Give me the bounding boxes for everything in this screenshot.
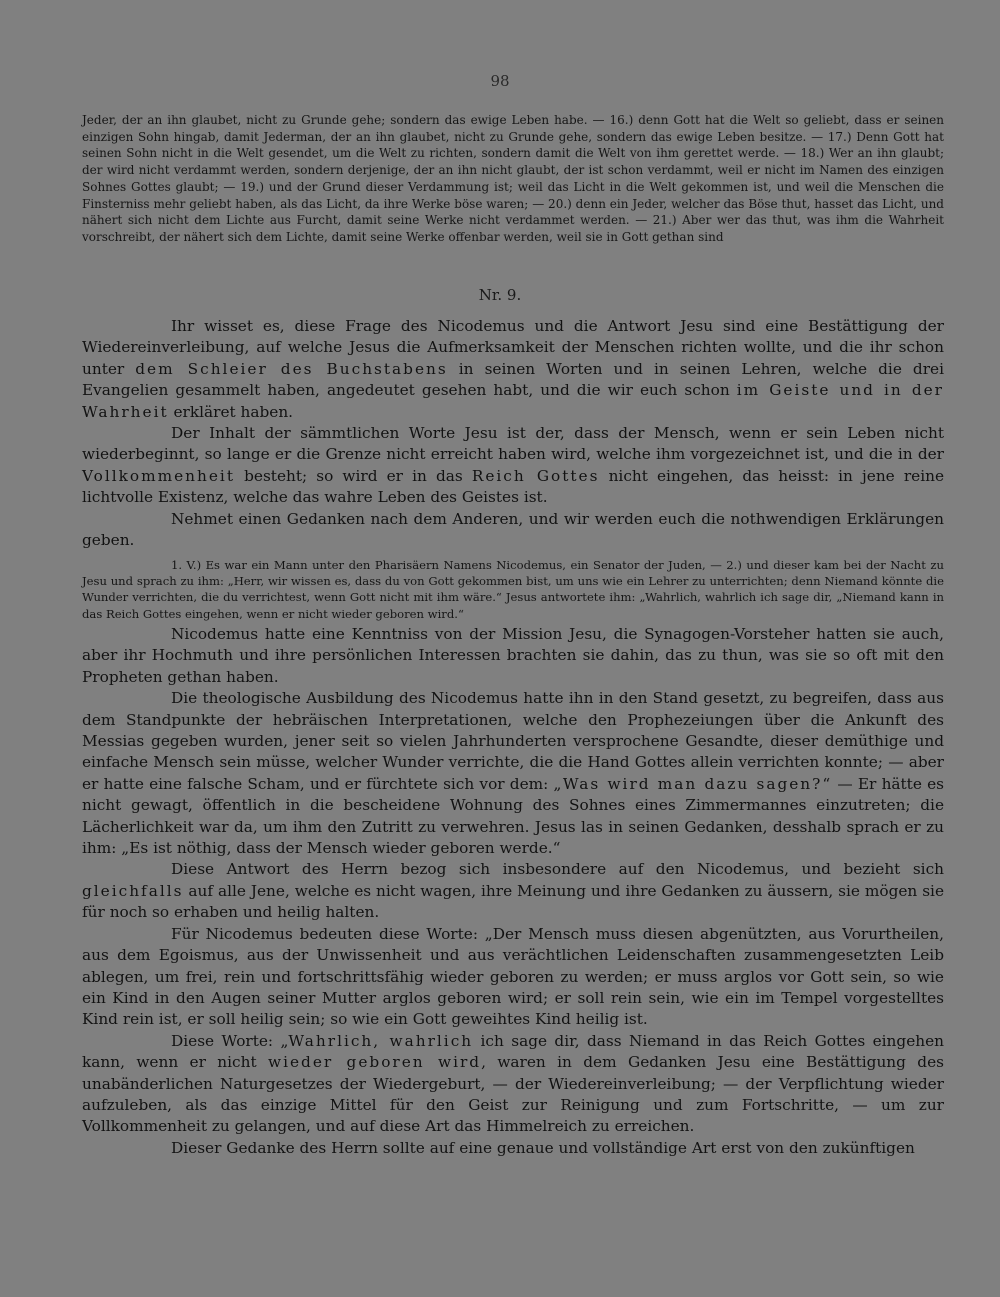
paragraph-8-emphasis-1: Wahrlich, wahrlich (288, 1031, 474, 1050)
paragraph-4: Nicodemus hatte eine Kenntniss von der Mission Jesu, die Synagogen-Vorsteher hatten sie auch, aber ihr Hochmuth und ihre persönlichen Interessen brachten sie dahin, das zu thun, was sie so oft mit den Propheten gethan haben. (82, 625, 944, 686)
section-heading: Nr. 9. (478, 286, 522, 304)
paragraph-1 (82, 316, 944, 423)
paragraph-2-part-a: Der Inhalt der sämmtlichen Worte Jesu ist der, dass der Mensch, wenn er sein Leben nicht wiederbeginnt, so lange er die Grenze nicht erreicht haben wird, welche ihm vorgezeichnet ist, und die in der (82, 424, 944, 464)
paragraph-5-emphasis: „Was wird man dazu sagen?“ (553, 774, 833, 793)
paragraph-5-part-c: — Er hätte es nicht gewagt, öffentlich in die bescheidene Wohnung des Sohnes eines Zimmermannes einzutreten; die Lächerlichkeit war da, um ihm den Zutritt zu verwehren. Jesus las in seinen Gedanken, desshalb sprach er zu ihm: „Es ist nöthig, dass der Mensch wieder geboren werde.“ (82, 774, 944, 858)
paragraph-8-part-c: ich sage dir, dass Niemand in das Reich Gottes eingehen kann, wenn er nicht (82, 1031, 945, 1072)
paragraph-7: Für Nicodemus bedeuten diese Worte: „Der Mensch muss diesen abgenützten, aus Vorurtheilen, aus dem Egoismus, aus der Unwissenheit und aus verächtlichen Leidenschaften zusammengesetzten Leib ablegen, um frei, rein und fortschrittsfähig wieder geboren zu werden; er muss arglos vor Gott sein, so wie ein Kind in den Augen seiner Mutter arglos geboren wird; er soll rein sein, wie ein im Tempel vorgestelltes Kind rein ist, er soll heilig sein; so wie ein Gott geweihtes Kind heilig ist. (82, 924, 944, 1029)
paragraph-1-part-a: Ihr wisset es, diese Frage des Nicodemus und die Antwort Jesu sind eine Bestättigung der Wiedereinverleibung, auf welche Jesus die Aufmerksamkeit der Menschen richten wollte, und die ihr schon unter (82, 317, 944, 378)
paragraph-6 (82, 859, 944, 923)
paragraph-6-part-a: Diese Antwort des Herrn bezog sich insbesondere auf den Nicodemus, und bezieht sich (171, 860, 944, 879)
paragraph-2 (82, 423, 944, 509)
paragraph-1-part-e: erkläret haben. (168, 402, 294, 421)
paragraph-3: Nehmet einen Gedanken nach dem Anderen, und wir werden euch die nothwendigen Erklärungen geben. (82, 509, 944, 550)
body-text-lower (82, 624, 944, 1159)
paragraph-8-part-e: , waren in dem Gedanken Jesu eine Bestättigung des unabänderlichen Naturgesetzes der Wiedergeburt, — der Wiedereinverleibung; — der Verpflichtung wieder aufzuleben, als das einzige Mittel für den Geist zur Reinigung und zum Fortschritte, — um zur Vollkommenheit zu gelangen, und auf diese Art das Himmelreich zu erreichen. (82, 1053, 945, 1136)
paragraph-1-emphasis-2: im Geiste und in der Wahrheit (82, 381, 944, 421)
body-text-upper (82, 316, 944, 551)
paragraph-8-part-a: Diese Worte: „ (171, 1031, 289, 1050)
paragraph-6-part-c: auf alle Jene, welche es nicht wagen, ihre Meinung und ihre Gedanken zu äussern, sie mögen sie für noch so erhaben und heilig halten. (82, 881, 944, 922)
paragraph-2-emphasis-2: Reich Gottes (471, 466, 600, 485)
paragraph-6-emphasis: gleichfalls (82, 881, 184, 900)
gospel-quote-block (82, 557, 944, 622)
paragraph-5-part-a: Die theologische Ausbildung des Nicodemus hatte ihn in den Stand gesetzt, zu begreifen, dass aus dem Standpunkte der hebräischen Interpretationen, welche den Prophezeiungen über die Ankunft des Messias gegeben wurden, jener seit so vielen Jahrhunderten versprochene Gesandte, dieser demüthige und einfache Mensch sein müsse, welcher Wunder verrichte, die die Hand Gottes allein verrichten konnte; — aber er hatte eine falsche Scham, und er fürchtete sich vor dem: (82, 689, 944, 793)
paragraph-9: Dieser Gedanke des Herrn sollte auf eine genaue und vollständige Art erst von den zukünftigen (171, 1138, 915, 1157)
paragraph-8-emphasis-2: wieder geboren wird (267, 1053, 482, 1072)
paragraph-1-emphasis-1: dem Schleier des Buchstabens (135, 359, 448, 378)
paragraph-8 (82, 1031, 944, 1138)
paragraph-2-part-e: nicht eingehen, das heisst: in jene reine lichtvolle Existenz, welche das wahre Leben des Geistes ist. (82, 466, 944, 507)
paragraph-5 (82, 688, 944, 859)
paragraph-1-part-c: in seinen Worten und in seinen Lehren, welche die drei Evangelien gesammelt haben, angedeutet gesehen habt, und die wir euch schon (82, 359, 944, 400)
page-number: 98 (490, 72, 510, 90)
top-verses-block (82, 112, 944, 246)
paragraph-2-emphasis-1: Vollkommenheit (82, 466, 235, 485)
paragraph-2-part-c: besteht; so wird er in das (234, 466, 472, 485)
top-verses-text: Jeder, der an ihn glaubet, nicht zu Grunde gehe; sondern das ewige Leben habe. — 16.) denn Gott hat die Welt so geliebt, dass er seinen einzigen Sohn hingab, damit Jederman, der an ihn glaubet, nicht zu Grunde gehe, sondern das ewige Leben besitze. — 17.) Denn Gott hat seinen Sohn nicht in die Welt gesendet, um die Welt zu richten, sondern damit die Welt von ihm gerettet werde. — 18.) Wer an ihn glaubt; der wird nicht verdammt werden, sondern derjenige, der an ihn nicht glaubt, der ist schon verdammt, weil er nicht im Namen des einzigen Sohnes Gottes glaubt; — 19.) und der Grund dieser Verdammung ist; weil das Licht in die Welt gekommen ist, und weil die Menschen die Finsterniss mehr geliebt haben, als das Licht, da ihre Werke böse waren; — 20.) denn ein Jeder, welcher das Böse thut, hasset das Licht, und nähert sich nicht dem Lichte aus Furcht, damit seine Werke nicht verdammet werden. — 21.) Aber wer das thut, was ihm die Wahrheit vorschreibt, der nähert sich dem Lichte, damit seine Werke offenbar werden, weil sie in Gott gethan sind (82, 113, 944, 244)
gospel-quote-text: 1. V.) Es war ein Mann unter den Pharisäern Namens Nicodemus, ein Senator der Juden, — 2.) und dieser kam bei der Nacht zu Jesu und sprach zu ihm: „Herr, wir wissen es, dass du von Gott gekommen bist, um uns wie ein Lehrer zu unterrichten; denn Niemand könnte die Wunder verrichten, die du verrichtest, wenn Gott nicht mit ihm wäre.“ Jesus antwortete ihm: „Wahrlich, wahrlich ich sage dir, „Niemand kann in das Reich Gottes eingehen, wenn er nicht wieder geboren wird.“ (82, 558, 944, 621)
